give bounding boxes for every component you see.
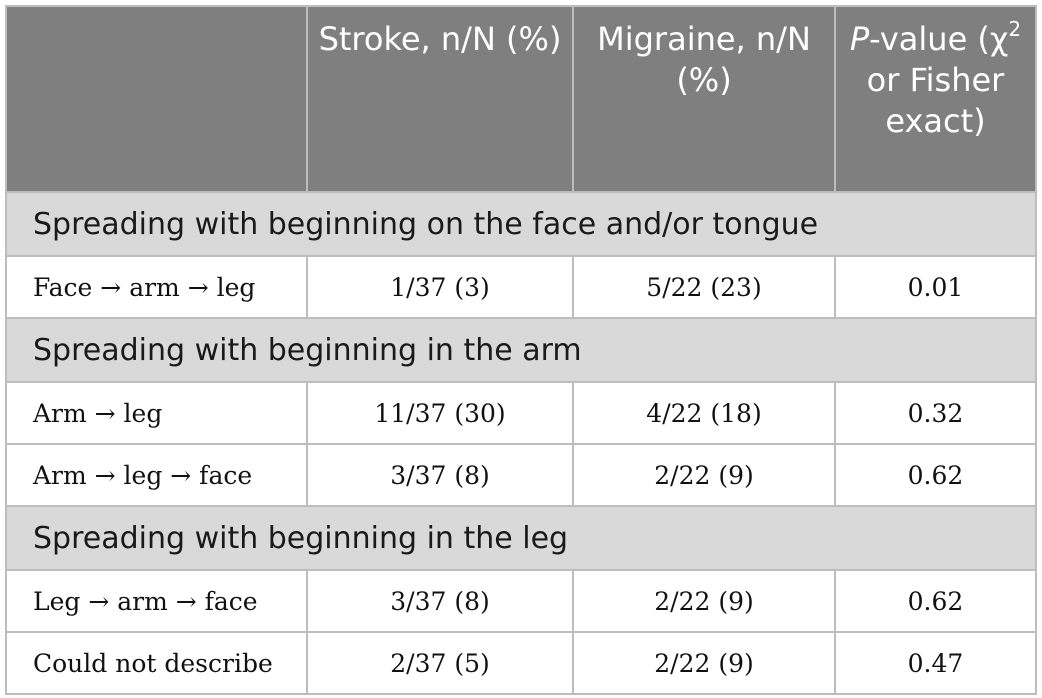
row-label: Arm → leg [6, 382, 307, 444]
table-row [6, 256, 1036, 318]
header-empty-cell [6, 6, 307, 192]
row-label: Could not describe [6, 632, 307, 694]
header-p-italic: P [849, 20, 870, 58]
stroke-value: 11/37 (30) [307, 382, 573, 444]
stroke-value: 1/37 (3) [307, 256, 573, 318]
header-row [6, 6, 1036, 192]
migraine-value: 5/22 (23) [573, 256, 835, 318]
header-p-superscript: 2 [1008, 17, 1022, 41]
table-row [6, 444, 1036, 506]
p-value: 0.47 [835, 632, 1036, 694]
table-row [6, 570, 1036, 632]
section-row [6, 192, 1036, 256]
table-body [6, 192, 1036, 694]
table-row [6, 382, 1036, 444]
p-value: 0.62 [835, 570, 1036, 632]
section-title: Spreading with beginning on the face and/or tongue [6, 192, 1036, 256]
migraine-value: 2/22 (9) [573, 570, 835, 632]
table-row [6, 632, 1036, 694]
migraine-value: 2/22 (9) [573, 444, 835, 506]
section-row [6, 318, 1036, 382]
header-p-value [835, 6, 1036, 192]
p-value: 0.32 [835, 382, 1036, 444]
section-title: Spreading with beginning in the leg [6, 506, 1036, 570]
stroke-value: 3/37 (8) [307, 570, 573, 632]
header-p-text-end: or Fisher exact) [866, 61, 1005, 140]
header-stroke: Stroke, n/N (%) [307, 6, 573, 192]
stroke-value: 3/37 (8) [307, 444, 573, 506]
migraine-value: 2/22 (9) [573, 632, 835, 694]
row-label: Face → arm → leg [6, 256, 307, 318]
row-label: Leg → arm → face [6, 570, 307, 632]
table-header [6, 6, 1036, 192]
header-p-text: -value (χ [869, 20, 1009, 58]
section-title: Spreading with beginning in the arm [6, 318, 1036, 382]
results-table [5, 5, 1037, 695]
row-label: Arm → leg → face [6, 444, 307, 506]
p-value: 0.62 [835, 444, 1036, 506]
stroke-value: 2/37 (5) [307, 632, 573, 694]
section-row [6, 506, 1036, 570]
p-value: 0.01 [835, 256, 1036, 318]
header-migraine: Migraine, n/N (%) [573, 6, 835, 192]
migraine-value: 4/22 (18) [573, 382, 835, 444]
